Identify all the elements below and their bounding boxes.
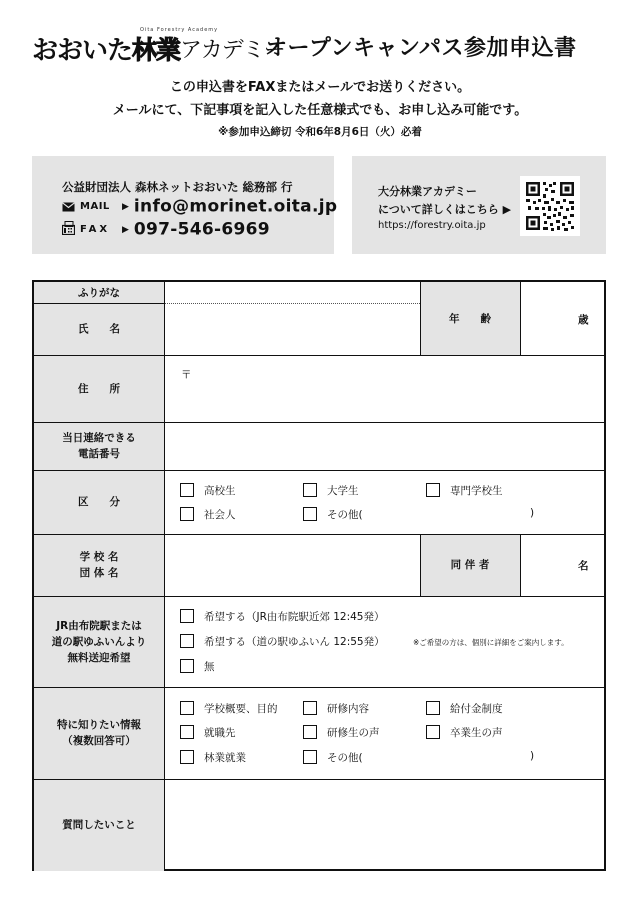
shuttle-note: ※ご希望の方は、個別に詳細をご案内します。	[413, 638, 569, 647]
row-divider	[34, 470, 606, 471]
shuttle-roadside-station-label: 希望する（道の駅ゆふいん 12:55発）	[204, 636, 385, 648]
column-divider	[164, 282, 165, 871]
shuttle-label-line-1: JR由布院駅または	[56, 619, 142, 632]
interest-other-label: その他(	[327, 752, 363, 764]
deadline-note: ※参加申込締切 令和6年8月6日（火）必着	[218, 126, 422, 138]
application-form	[32, 280, 606, 871]
name-input[interactable]	[164, 304, 420, 355]
interest-trainee-voice-label: 研修生の声	[327, 727, 380, 739]
interest-benefit-label: 給付金制度	[450, 703, 503, 715]
interest-graduate-voice-label: 卒業生の声	[450, 727, 503, 739]
school-label	[34, 534, 164, 596]
address-label: 住 所	[34, 355, 164, 422]
address-input[interactable]	[164, 356, 606, 422]
column-divider	[420, 282, 421, 355]
interest-employer-checkbox[interactable]	[180, 725, 194, 739]
row-divider	[34, 687, 606, 688]
row-divider	[34, 596, 606, 597]
row-divider	[34, 422, 606, 423]
row-divider	[34, 303, 164, 304]
age-label: 年 齢	[420, 282, 520, 355]
shuttle-none-label: 無	[204, 661, 215, 673]
category-other-checkbox[interactable]	[303, 507, 317, 521]
shuttle-none-checkbox[interactable]	[180, 659, 194, 673]
category-highschool-checkbox[interactable]	[180, 483, 194, 497]
fax-label: FAX	[80, 224, 111, 235]
category-vocational-checkbox[interactable]	[426, 483, 440, 497]
column-divider	[520, 282, 521, 355]
school-label-line-2: 団 体 名	[79, 567, 119, 579]
fax-arrow: ▶	[122, 224, 129, 235]
phone-label	[34, 422, 164, 470]
interest-label	[34, 687, 164, 779]
age-input[interactable]	[520, 282, 606, 355]
companion-label: 同 伴 者	[420, 534, 520, 596]
column-divider	[520, 534, 521, 596]
fax-row	[62, 219, 270, 240]
academy-info-line-2: について詳しくはこちら ▶	[378, 203, 512, 216]
shuttle-label-line-3: 無料送迎希望	[67, 651, 131, 664]
school-label-line-1: 学 校 名	[79, 551, 119, 563]
shuttle-label-line-2: 道の駅ゆふいんより	[51, 635, 147, 648]
category-other-label: その他(	[327, 509, 363, 521]
interest-benefit-checkbox[interactable]	[426, 701, 440, 715]
questions-input[interactable]	[164, 780, 606, 871]
academy-info-line-1: 大分林業アカデミー	[378, 185, 477, 198]
logo-hiragana: おおいた	[32, 36, 133, 66]
interest-training-label: 研修内容	[327, 703, 369, 715]
furigana-input[interactable]	[164, 282, 420, 303]
phone-label-line-2: 電話番号	[78, 448, 120, 460]
category-university-checkbox[interactable]	[303, 483, 317, 497]
interest-other-close: )	[530, 750, 535, 762]
school-input[interactable]	[164, 535, 420, 596]
interest-trainee-voice-checkbox[interactable]	[303, 725, 317, 739]
postal-mark: 〒	[181, 369, 192, 381]
column-divider	[420, 534, 421, 596]
interest-forestry-job-checkbox[interactable]	[180, 750, 194, 764]
lead-text-2: メールにて、下記事項を記入した任意様式でも、お申し込み可能です。	[112, 103, 528, 118]
category-university-label: 大学生	[327, 485, 359, 497]
mail-address[interactable]: info@morinet.oita.jp	[133, 196, 338, 217]
phone-label-line-1: 当日連絡できる	[62, 432, 136, 444]
logo-katakana: アカデミー	[180, 38, 285, 63]
category-working-label: 社会人	[204, 509, 236, 521]
name-label: 氏 名	[34, 303, 164, 355]
fax-number: 097-546-6969	[133, 219, 270, 240]
interest-employer-label: 就職先	[204, 727, 236, 739]
phone-input[interactable]	[164, 423, 606, 470]
category-working-checkbox[interactable]	[180, 507, 194, 521]
interest-graduate-voice-checkbox[interactable]	[426, 725, 440, 739]
category-highschool-label: 高校生	[204, 485, 236, 497]
contact-box	[32, 156, 338, 254]
shuttle-yufuin-station-checkbox[interactable]	[180, 609, 194, 623]
lead-text-1: この申込書をFAXまたはメールでお送りください。	[169, 80, 471, 95]
shuttle-roadside-station-checkbox[interactable]	[180, 634, 194, 648]
mail-row	[62, 196, 337, 217]
questions-label: 質問したいこと	[34, 779, 164, 871]
row-divider	[34, 779, 606, 780]
page-title: オープンキャンパス参加申込書	[265, 36, 577, 61]
logo-kanji: 林業	[132, 35, 181, 65]
category-vocational-label: 専門学校生	[450, 485, 503, 497]
interest-overview-checkbox[interactable]	[180, 701, 194, 715]
logo-tagline: Oita Forestry Academy	[140, 27, 219, 33]
interest-label-line-1: 特に知りたい情報	[57, 719, 141, 731]
age-unit: 歳	[578, 314, 589, 326]
furigana-label: ふりがな	[34, 282, 164, 303]
qr-code-icon[interactable]	[520, 176, 580, 236]
interest-label-line-2: （複数回答可）	[62, 735, 136, 747]
academy-info-box	[352, 156, 606, 254]
companion-input[interactable]	[520, 535, 606, 596]
interest-forestry-job-label: 林業就業	[204, 752, 246, 764]
shuttle-yufuin-station-label: 希望する（JR由布院駅近郊 12:45発）	[204, 611, 385, 623]
academy-logo	[32, 30, 285, 66]
shuttle-label	[34, 596, 164, 687]
row-divider	[34, 355, 606, 356]
interest-overview-label: 学校概要、目的	[204, 703, 278, 715]
category-other-close: )	[530, 507, 535, 519]
organization-name: 公益財団法人 森林ネットおおいた 総務部 行	[62, 180, 293, 194]
interest-other-checkbox[interactable]	[303, 750, 317, 764]
envelope-icon	[62, 197, 75, 216]
academy-url[interactable]: https://forestry.oita.jp	[378, 220, 486, 231]
interest-training-checkbox[interactable]	[303, 701, 317, 715]
furigana-divider	[164, 303, 420, 304]
companion-unit: 名	[578, 560, 589, 572]
fax-icon	[62, 220, 75, 239]
category-label: 区 分	[34, 470, 164, 534]
mail-arrow: ▶	[122, 201, 129, 212]
mail-label: MAIL	[80, 201, 110, 212]
